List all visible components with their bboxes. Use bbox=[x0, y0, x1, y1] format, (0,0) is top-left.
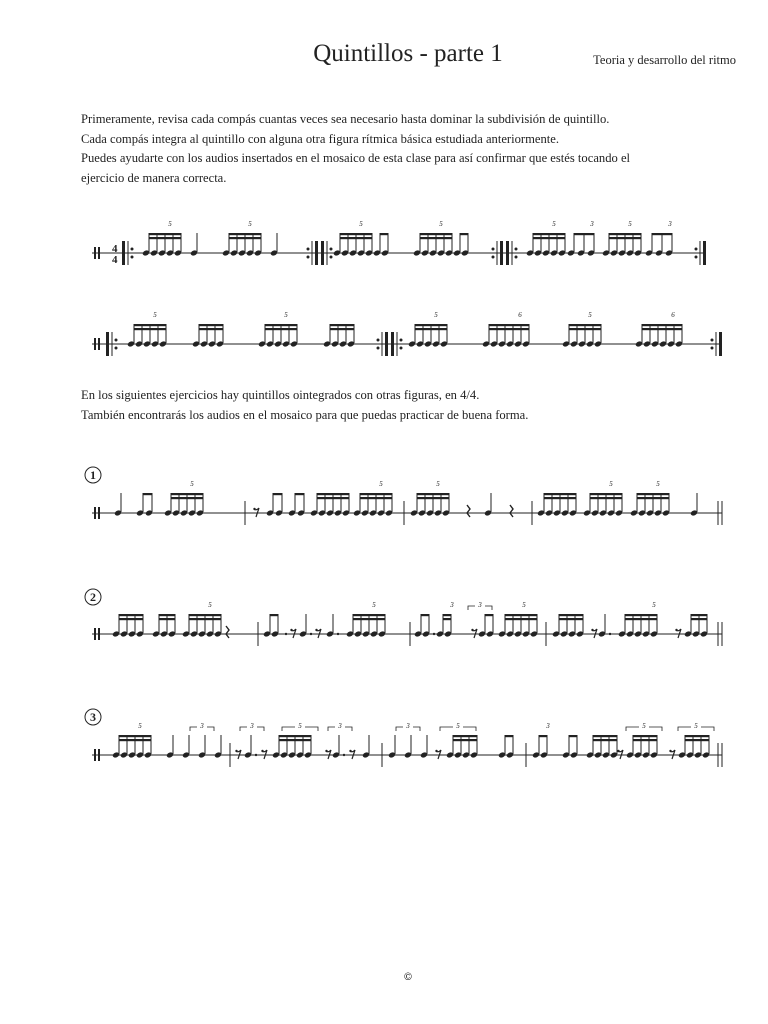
beam bbox=[569, 735, 577, 737]
beam bbox=[652, 233, 672, 235]
tuplet-number: 5 bbox=[208, 601, 212, 609]
rest-dot bbox=[675, 629, 677, 631]
repeat-dot bbox=[377, 347, 380, 350]
beam bbox=[417, 497, 449, 499]
beam bbox=[360, 493, 392, 495]
beam bbox=[685, 735, 709, 737]
tuplet-number: 5 bbox=[652, 601, 656, 609]
repeat-dot bbox=[115, 339, 118, 342]
repeat-thick-bar bbox=[391, 332, 394, 356]
repeat-dot bbox=[695, 248, 698, 251]
beam bbox=[633, 739, 657, 741]
beam bbox=[625, 618, 657, 620]
page-subtitle: Teoria y desarrollo del ritmo bbox=[593, 53, 736, 67]
percussion-clef-bar bbox=[94, 338, 96, 350]
exercises-line: En los siguientes ejercicios hay quintillos ointegrados con otras figuras, en 4/4. bbox=[81, 388, 480, 402]
beam bbox=[171, 497, 203, 499]
repeat-dot bbox=[492, 256, 495, 259]
beam bbox=[505, 614, 537, 616]
beam bbox=[415, 324, 447, 326]
repeat-dot bbox=[711, 347, 714, 350]
beam bbox=[159, 618, 175, 620]
rest-dot bbox=[669, 750, 671, 752]
percussion-clef-bar bbox=[94, 247, 96, 259]
repeat-dot bbox=[330, 256, 333, 259]
beam bbox=[625, 614, 657, 616]
rest-dot bbox=[349, 750, 351, 752]
beam bbox=[574, 233, 594, 235]
beam bbox=[270, 614, 278, 616]
beam bbox=[134, 328, 166, 330]
tuplet-number: 5 bbox=[642, 722, 646, 730]
beam bbox=[485, 614, 493, 616]
percussion-clef-bar bbox=[98, 338, 100, 350]
beam bbox=[685, 739, 709, 741]
beam bbox=[353, 614, 385, 616]
beam bbox=[489, 328, 529, 330]
augmentation-dot bbox=[609, 633, 611, 635]
copyright-symbol: © bbox=[403, 972, 413, 983]
tuplet-number: 5 bbox=[694, 722, 698, 730]
beam bbox=[119, 618, 143, 620]
tuplet-number: 5 bbox=[609, 480, 613, 488]
beam bbox=[590, 493, 622, 495]
beam bbox=[229, 233, 261, 235]
tuplet-number: 6 bbox=[518, 311, 522, 319]
rest-dot bbox=[315, 629, 317, 631]
percussion-clef-bar bbox=[98, 628, 100, 640]
repeat-thick-bar bbox=[122, 241, 125, 265]
time-signature-bottom: 4 bbox=[112, 254, 118, 266]
intro-line: Puedes ayudarte con los audios insertados en el mosaico de esta clase para así confirmar que estés tocando el bbox=[81, 151, 631, 165]
beam bbox=[544, 497, 576, 499]
intro-line: Primeramente, revisa cada compás cuantas veces sea necesario hasta dominar la subdivisión de quintillo. bbox=[81, 112, 610, 126]
quarter-rest bbox=[226, 626, 229, 638]
beam bbox=[340, 237, 372, 239]
repeat-thick-bar bbox=[315, 241, 318, 265]
beam bbox=[265, 328, 297, 330]
repeat-dot bbox=[492, 248, 495, 251]
repeat-thick-bar bbox=[719, 332, 722, 356]
repeat-thick-bar bbox=[385, 332, 388, 356]
rest-dot bbox=[591, 629, 593, 631]
percussion-clef-bar bbox=[98, 749, 100, 761]
beam bbox=[691, 618, 707, 620]
beam bbox=[642, 324, 682, 326]
tuplet-number: 6 bbox=[671, 311, 675, 319]
repeat-thick-bar bbox=[506, 241, 509, 265]
beam bbox=[533, 233, 565, 235]
beam bbox=[199, 324, 223, 326]
beam bbox=[417, 493, 449, 495]
rest-dot bbox=[253, 508, 255, 510]
beam bbox=[360, 497, 392, 499]
beam bbox=[642, 328, 682, 330]
beam bbox=[590, 497, 622, 499]
beam bbox=[489, 324, 529, 326]
beam bbox=[119, 739, 151, 741]
beam bbox=[559, 618, 583, 620]
rest-dot bbox=[290, 629, 292, 631]
beam bbox=[569, 324, 601, 326]
exercises-line: También encontrarás los audios en el mosaico para que puedas practicar de buena forma. bbox=[81, 407, 529, 422]
tuplet-number: 3 bbox=[250, 722, 254, 730]
tuplet-number: 3 bbox=[338, 722, 342, 730]
tuplet-number: 5 bbox=[434, 311, 438, 319]
beam bbox=[330, 328, 354, 330]
beam bbox=[317, 497, 349, 499]
repeat-dot bbox=[515, 256, 518, 259]
augmentation-dot bbox=[310, 633, 312, 635]
beam bbox=[637, 497, 669, 499]
intro-line: ejercicio de manera correcta. bbox=[81, 170, 227, 185]
beam bbox=[443, 614, 451, 616]
tuplet-number: 5 bbox=[190, 480, 194, 488]
beam bbox=[279, 735, 311, 737]
percussion-clef-bar bbox=[94, 749, 96, 761]
beam bbox=[505, 618, 537, 620]
beam bbox=[533, 237, 565, 239]
repeat-thick-bar bbox=[703, 241, 706, 265]
beam bbox=[353, 618, 385, 620]
time-signature-top: 4 bbox=[112, 243, 118, 255]
percussion-clef-bar bbox=[94, 507, 96, 519]
repeat-dot bbox=[711, 339, 714, 342]
augmentation-dot bbox=[337, 633, 339, 635]
beam bbox=[569, 328, 601, 330]
tuplet-number: 5 bbox=[436, 480, 440, 488]
beam bbox=[380, 233, 388, 235]
tuplet-number: 5 bbox=[298, 722, 302, 730]
beam bbox=[633, 735, 657, 737]
repeat-dot bbox=[400, 347, 403, 350]
rest-dot bbox=[435, 750, 437, 752]
rest-dot bbox=[235, 750, 237, 752]
beam bbox=[505, 735, 513, 737]
tuplet-number: 3 bbox=[668, 220, 672, 228]
repeat-dot bbox=[400, 339, 403, 342]
repeat-dot bbox=[515, 248, 518, 251]
quarter-rest bbox=[510, 505, 513, 517]
rest-dot bbox=[261, 750, 263, 752]
rest-dot bbox=[325, 750, 327, 752]
beam bbox=[609, 237, 641, 239]
beam bbox=[443, 618, 451, 620]
percussion-clef-bar bbox=[94, 628, 96, 640]
beam bbox=[189, 614, 221, 616]
tuplet-number: 3 bbox=[450, 601, 454, 609]
beam bbox=[539, 735, 547, 737]
augmentation-dot bbox=[255, 754, 257, 756]
tuplet-number: 5 bbox=[656, 480, 660, 488]
tuplet-number: 3 bbox=[406, 722, 410, 730]
beam bbox=[593, 739, 617, 741]
tuplet-number: 5 bbox=[359, 220, 363, 228]
augmentation-dot bbox=[343, 754, 345, 756]
beam bbox=[609, 233, 641, 235]
beam bbox=[189, 618, 221, 620]
beam bbox=[544, 493, 576, 495]
intro-line: Cada compás integra al quintillo con alguna otra figura rítmica básica estudiada anteriormente. bbox=[81, 131, 560, 146]
beam bbox=[265, 324, 297, 326]
quarter-rest bbox=[467, 505, 470, 517]
augmentation-dot bbox=[433, 633, 435, 635]
exercise-number: 2 bbox=[90, 590, 96, 604]
beam bbox=[415, 328, 447, 330]
beam bbox=[559, 614, 583, 616]
tuplet-number: 5 bbox=[153, 311, 157, 319]
beam bbox=[317, 493, 349, 495]
beam bbox=[134, 324, 166, 326]
tuplet-number: 5 bbox=[522, 601, 526, 609]
tuplet-number: 5 bbox=[379, 480, 383, 488]
beam bbox=[453, 735, 477, 737]
beam bbox=[593, 735, 617, 737]
beam bbox=[453, 739, 477, 741]
beam bbox=[420, 237, 452, 239]
beam bbox=[460, 233, 468, 235]
tuplet-number: 5 bbox=[456, 722, 460, 730]
tuplet-number: 3 bbox=[200, 722, 204, 730]
repeat-thick-bar bbox=[106, 332, 109, 356]
exercise-number: 1 bbox=[90, 468, 96, 482]
repeat-dot bbox=[695, 256, 698, 259]
tuplet-number: 5 bbox=[248, 220, 252, 228]
beam bbox=[119, 614, 143, 616]
exercise-number: 3 bbox=[90, 710, 96, 724]
beam bbox=[119, 735, 151, 737]
repeat-dot bbox=[131, 256, 134, 259]
tuplet-number: 5 bbox=[284, 311, 288, 319]
beam bbox=[279, 739, 311, 741]
tuplet-number: 5 bbox=[138, 722, 142, 730]
tuplet-number: 5 bbox=[628, 220, 632, 228]
beam bbox=[637, 493, 669, 495]
beam bbox=[199, 328, 223, 330]
beam bbox=[421, 614, 429, 616]
repeat-dot bbox=[307, 248, 310, 251]
repeat-dot bbox=[330, 248, 333, 251]
repeat-dot bbox=[115, 347, 118, 350]
percussion-clef-bar bbox=[98, 247, 100, 259]
beam bbox=[273, 493, 282, 495]
beam bbox=[149, 233, 181, 235]
tuplet-number: 5 bbox=[372, 601, 376, 609]
beam bbox=[159, 614, 175, 616]
beam bbox=[340, 233, 372, 235]
beam bbox=[691, 614, 707, 616]
repeat-dot bbox=[307, 256, 310, 259]
tuplet-number: 3 bbox=[590, 220, 594, 228]
page-title: Quintillos - parte 1 bbox=[313, 40, 503, 67]
beam bbox=[143, 493, 152, 495]
repeat-thick-bar bbox=[321, 241, 324, 265]
tuplet-number: 3 bbox=[546, 722, 550, 730]
percussion-clef-bar bbox=[98, 507, 100, 519]
repeat-thick-bar bbox=[500, 241, 503, 265]
rest-dot bbox=[617, 750, 619, 752]
beam bbox=[330, 324, 354, 326]
beam bbox=[171, 493, 203, 495]
augmentation-dot bbox=[285, 633, 287, 635]
tuplet-number: 5 bbox=[552, 220, 556, 228]
beam bbox=[420, 233, 452, 235]
beam bbox=[149, 237, 181, 239]
tuplet-number: 5 bbox=[439, 220, 443, 228]
tuplet-number: 3 bbox=[478, 601, 482, 609]
repeat-dot bbox=[131, 248, 134, 251]
tuplet-number: 5 bbox=[168, 220, 172, 228]
rest-dot bbox=[471, 629, 473, 631]
beam bbox=[295, 493, 304, 495]
tuplet-number: 5 bbox=[588, 311, 592, 319]
repeat-dot bbox=[377, 339, 380, 342]
beam bbox=[229, 237, 261, 239]
